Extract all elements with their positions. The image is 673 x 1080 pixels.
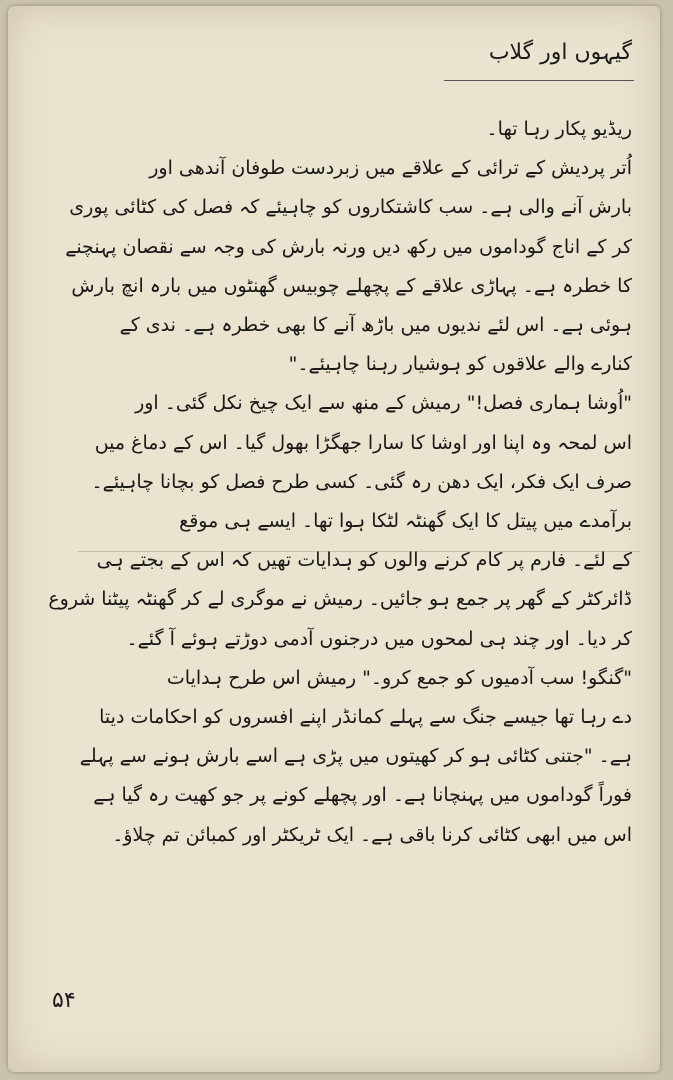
page-number: ۵۴ [52,988,76,1013]
text-line: ہوئی ہے۔ اس لئے ندیوں میں باڑھ آنے کا بھی خطرہ ہے۔ ندی کے [119,314,632,337]
running-header: گیہوں اور گلاب [488,40,632,65]
text-line: فوراً گوداموں میں پہنچانا ہے۔ اور پچھلے کونے پر جو کھیت رہ گیا ہے [93,784,632,807]
text-line: کا خطرہ ہے۔ پہاڑی علاقے کے پچھلے چوبیس گھنٹوں میں بارہ انچ بارش [71,274,632,297]
text-line: ڈائرکٹر کے گھر پر جمع ہو جائیں۔ رمیش نے موگری لے کر گھنٹہ پیٹنا شروع [48,588,632,611]
text-line: کنارے والے علاقوں کو ہوشیار رہنا چاہیئے۔" [288,353,632,376]
book-page [8,6,660,1072]
text-line: ریڈیو پکار رہا تھا۔ [486,118,632,140]
text-line: دے رہا تھا جیسے جنگ سے پہلے کمانڈر اپنے افسروں کو احکامات دیتا [99,706,632,729]
text-line: بارش آنے والی ہے۔ سب کاشتکاروں کو چاہیئے کہ فصل کی کٹائی پوری [69,196,632,219]
text-line: کر کے اناج گوداموں میں رکھ دیں ورنہ بارش کی وجہ سے نقصان پہنچنے [65,235,632,258]
text-line: کر دیا۔ اور چند ہی لمحوں میں درجنوں آدمی دوڑتے ہوئے آ گئے۔ [126,627,632,650]
header-rule [444,80,634,81]
text-line: اس لمحہ وہ اپنا اور اوشا کا سارا جھگڑا بھول گیا۔ اس کے دماغ میں [94,431,632,454]
text-line: کے لئے۔ فارم پر کام کرنے والوں کو ہدایات تھیں کہ اس کے بجتے ہی [96,549,632,572]
text-line: صرف ایک فکر، ایک دھن رہ گئی۔ کسی طرح فصل کو بچانا چاہیئے۔ [91,470,632,493]
text-line: "گنگو! سب آدمیوں کو جمع کرو۔" رمیش اس طرح ہدایات [166,666,632,689]
text-line: "اُوشا ہماری فصل!" رمیش کے منھ سے ایک چیخ نکل گئی۔ اور [135,392,632,415]
text-line: برآمدے میں پیتل کا ایک گھنٹہ لٹکا ہوا تھا۔ ایسے ہی موقع [179,510,632,533]
text-line: اُتر پردیش کے ترائی کے علاقے میں زبردست طوفان آندھی اور [149,157,632,180]
text-line: اس میں ابھی کٹائی کرنا باقی ہے۔ ایک ٹریکٹر اور کمبائن تم چلاؤ۔ [112,823,632,846]
text-line: ہے۔ "جتنی کٹائی ہو کر کھیتوں میں پڑی ہے اسے بارش ہونے سے پہلے [79,745,632,768]
body-text [42,110,632,855]
